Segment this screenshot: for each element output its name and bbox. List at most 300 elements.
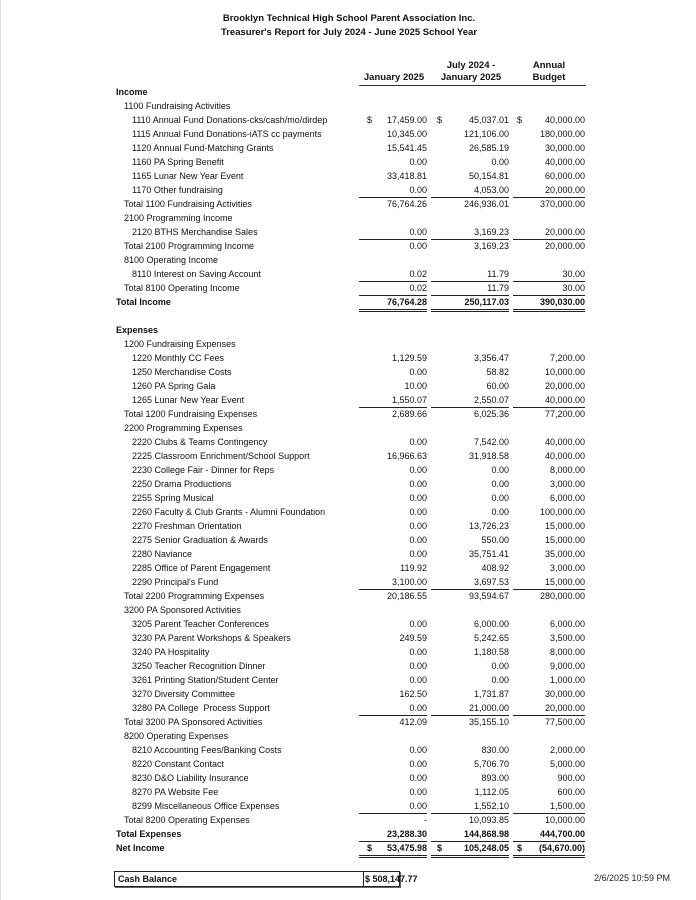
- account-group-row: [1, 211, 696, 225]
- amount-value: 20,000.00: [544, 227, 585, 237]
- amount-value: 35,751.41: [468, 549, 509, 559]
- amount-value: 2,550.07: [473, 395, 509, 405]
- amount-value: 4,053.00: [473, 185, 509, 195]
- amount-year-to-date: [431, 785, 509, 799]
- amount-value: 412.09: [399, 717, 427, 727]
- amount-year-to-date: [431, 477, 509, 491]
- amount-value: 0.00: [409, 507, 427, 517]
- line-item-row: [1, 659, 696, 673]
- amount-value: 15,000.00: [544, 577, 585, 587]
- amount-value: 11.79: [487, 269, 509, 279]
- row-label: 2275 Senior Graduation & Awards: [132, 535, 268, 545]
- amount-value: 5,242.65: [473, 633, 509, 643]
- amount-value: 77,500.00: [544, 717, 585, 727]
- amount-january-2025: [359, 617, 427, 631]
- amount-january-2025: [359, 715, 427, 729]
- amount-annual-budget: [513, 169, 585, 183]
- amount-january-2025: [359, 463, 427, 477]
- amount-january-2025: [359, 407, 427, 421]
- amount-january-2025: [359, 589, 427, 603]
- amount-value: 5,000.00: [549, 759, 585, 769]
- row-label: Income: [116, 87, 148, 97]
- amount-value: 31,918.58: [468, 451, 509, 461]
- line-item-row: [1, 519, 696, 533]
- amount-annual-budget: [513, 827, 585, 841]
- amount-january-2025: [359, 225, 427, 239]
- amount-value: 0.00: [409, 619, 427, 629]
- amount-annual-budget: [513, 841, 585, 858]
- amount-year-to-date: [431, 659, 509, 673]
- amount-year-to-date: [431, 141, 509, 155]
- amount-value: 17,459.00: [386, 115, 427, 125]
- line-item-row: [1, 127, 696, 141]
- amount-january-2025: [359, 183, 427, 197]
- amount-value: 100,000.00: [539, 507, 585, 517]
- amount-annual-budget: [513, 463, 585, 477]
- amount-annual-budget: [513, 183, 585, 197]
- amount-value: 5,706.70: [473, 759, 509, 769]
- amount-january-2025: [359, 771, 427, 785]
- amount-value: 0.00: [491, 465, 509, 475]
- row-label: 8299 Miscellaneous Office Expenses: [132, 801, 280, 811]
- line-item-row: [1, 687, 696, 701]
- amount-january-2025: [359, 365, 427, 379]
- amount-annual-budget: [513, 407, 585, 421]
- amount-value: 246,936.01: [463, 199, 509, 209]
- amount-value: 3,000.00: [549, 563, 585, 573]
- row-label: 1120 Annual Fund-Matching Grants: [132, 143, 274, 153]
- account-group-row: [1, 99, 696, 113]
- row-label: 2285 Office of Parent Engagement: [132, 563, 271, 573]
- amount-annual-budget: [513, 799, 585, 813]
- amount-value: 0.00: [409, 479, 427, 489]
- row-label: 3200 PA Sponsored Activities: [124, 605, 241, 615]
- amount-annual-budget: [513, 239, 585, 253]
- amount-year-to-date: [431, 743, 509, 757]
- line-item-row: [1, 113, 696, 127]
- amount-value: 550.00: [481, 535, 509, 545]
- row-label: Total 8200 Operating Expenses: [124, 815, 250, 825]
- amount-annual-budget: [513, 645, 585, 659]
- amount-value: 408.92: [481, 563, 509, 573]
- amount-january-2025: [359, 631, 427, 645]
- amount-value: 15,000.00: [544, 535, 585, 545]
- amount-value: 20,000.00: [544, 241, 585, 251]
- currency-symbol: $: [517, 843, 523, 853]
- amount-january-2025: [359, 435, 427, 449]
- amount-value: 40,000.00: [544, 395, 585, 405]
- amount-value: 162.50: [399, 689, 427, 699]
- amount-january-2025: [359, 169, 427, 183]
- amount-year-to-date: [431, 113, 509, 127]
- row-label: 2255 Spring Musical: [132, 493, 214, 503]
- line-item-row: [1, 785, 696, 799]
- line-item-row: [1, 533, 696, 547]
- row-label: 8270 PA Website Fee: [132, 787, 219, 797]
- currency-symbol: $: [367, 115, 373, 125]
- amount-value: 45,037.01: [468, 115, 509, 125]
- amount-year-to-date: [431, 239, 509, 253]
- amount-value: 3,169.23: [473, 227, 509, 237]
- column-header-text: January 2025: [440, 72, 502, 83]
- amount-january-2025: [359, 533, 427, 547]
- subtotal-row: [1, 715, 696, 729]
- row-label: 8210 Accounting Fees/Banking Costs: [132, 745, 282, 755]
- line-item-row: [1, 379, 696, 393]
- line-item-row: [1, 141, 696, 155]
- cash-balance-value: $ 508,147.77: [365, 874, 418, 884]
- amount-value: 0.00: [491, 157, 509, 167]
- amount-year-to-date: [431, 267, 509, 281]
- amount-value: 33,418.81: [386, 171, 427, 181]
- amount-january-2025: [359, 519, 427, 533]
- amount-value: 0.00: [409, 787, 427, 797]
- amount-annual-budget: [513, 631, 585, 645]
- row-label: Total 1100 Fundraising Activities: [124, 199, 252, 209]
- subtotal-row: [1, 589, 696, 603]
- line-item-row: [1, 365, 696, 379]
- amount-year-to-date: [431, 295, 509, 312]
- amount-annual-budget: [513, 127, 585, 141]
- amount-january-2025: [359, 239, 427, 253]
- amount-annual-budget: [513, 715, 585, 729]
- amount-value: 0.00: [409, 437, 427, 447]
- amount-value: 0.00: [409, 521, 427, 531]
- amount-value: 0.00: [491, 507, 509, 517]
- amount-annual-budget: [513, 477, 585, 491]
- amount-year-to-date: [431, 351, 509, 365]
- amount-january-2025: [359, 295, 427, 312]
- amount-value: 444,700.00: [539, 829, 585, 839]
- amount-value: 180,000.00: [539, 129, 585, 139]
- row-label: 1100 Fundraising Activities: [124, 101, 231, 111]
- amount-annual-budget: [513, 519, 585, 533]
- amount-value: 8,000.00: [549, 647, 585, 657]
- currency-symbol: $: [367, 843, 373, 853]
- amount-value: 0.00: [409, 759, 427, 769]
- amount-year-to-date: [431, 281, 509, 295]
- section-heading-row: [1, 323, 696, 337]
- amount-value: 77,200.00: [544, 409, 585, 419]
- amount-value: 6,000.00: [549, 493, 585, 503]
- amount-value: 10.00: [404, 381, 427, 391]
- cash-balance-box: [114, 871, 418, 887]
- amount-annual-budget: [513, 295, 585, 312]
- amount-january-2025: [359, 701, 427, 715]
- amount-value: 58.82: [486, 367, 509, 377]
- amount-year-to-date: [431, 701, 509, 715]
- row-label: 1220 Monthly CC Fees: [132, 353, 225, 363]
- row-label: Total 3200 PA Sponsored Activities: [124, 717, 263, 727]
- amount-value: 1,180.58: [473, 647, 509, 657]
- amount-value: 0.00: [409, 241, 427, 251]
- amount-january-2025: [359, 687, 427, 701]
- amount-january-2025: [359, 141, 427, 155]
- amount-value: 1,112.05: [474, 787, 509, 797]
- amount-value: 390,030.00: [539, 297, 585, 307]
- amount-annual-budget: [513, 267, 585, 281]
- row-label: 3280 PA College Process Support: [132, 703, 270, 713]
- amount-year-to-date: [431, 841, 509, 858]
- row-label: Total Expenses: [116, 829, 182, 839]
- amount-january-2025: [359, 351, 427, 365]
- subtotal-row: [1, 281, 696, 295]
- amount-value: 0.00: [409, 549, 427, 559]
- amount-value: 1,129.59: [391, 353, 427, 363]
- row-label: 2270 Freshman Orientation: [132, 521, 242, 531]
- row-label: 3230 PA Parent Workshops & Speakers: [132, 633, 291, 643]
- line-item-row: [1, 547, 696, 561]
- amount-year-to-date: [431, 575, 509, 589]
- amount-january-2025: [359, 827, 427, 841]
- row-label: 1170 Other fundraising: [132, 185, 223, 195]
- line-item-row: [1, 701, 696, 715]
- amount-value: 76,764.26: [386, 199, 427, 209]
- amount-year-to-date: [431, 687, 509, 701]
- amount-annual-budget: [513, 505, 585, 519]
- amount-value: 900.00: [557, 773, 585, 783]
- amount-value: 893.00: [481, 773, 509, 783]
- amount-value: 30.00: [562, 283, 585, 293]
- row-label: 1200 Fundraising Expenses: [124, 339, 236, 349]
- amount-annual-budget: [513, 673, 585, 687]
- row-label: 2200 Programming Expenses: [124, 423, 243, 433]
- amount-value: 1,552.10: [473, 801, 509, 811]
- subtotal-row: [1, 197, 696, 211]
- amount-value: (54,670.00): [538, 843, 585, 853]
- amount-year-to-date: [431, 463, 509, 477]
- amount-value: 6,025.36: [473, 409, 509, 419]
- column-header-january-2025: [359, 72, 429, 84]
- amount-annual-budget: [513, 813, 585, 827]
- amount-value: 370,000.00: [539, 199, 585, 209]
- amount-january-2025: [359, 561, 427, 575]
- subtotal-row: [1, 239, 696, 253]
- amount-january-2025: [359, 659, 427, 673]
- amount-year-to-date: [431, 169, 509, 183]
- line-item-row: [1, 491, 696, 505]
- amount-value: 20,000.00: [544, 185, 585, 195]
- line-item-row: [1, 575, 696, 589]
- row-label: 1250 Merchandise Costs: [132, 367, 232, 377]
- row-label: Total Income: [116, 297, 171, 307]
- amount-value: 249.59: [399, 633, 427, 643]
- cash-balance-divider: [363, 872, 364, 886]
- row-label: 8220 Constant Contact: [132, 759, 225, 769]
- amount-value: 3,500.00: [549, 633, 585, 643]
- amount-value: 250,117.03: [464, 297, 509, 307]
- amount-year-to-date: [431, 407, 509, 421]
- amount-value: 0.00: [409, 465, 427, 475]
- amount-value: 0.00: [491, 675, 509, 685]
- print-timestamp: 2/6/2025 10:59 PM: [594, 873, 671, 883]
- row-spacer: [1, 309, 696, 323]
- amount-value: 40,000.00: [544, 451, 585, 461]
- amount-value: 1,731.87: [473, 689, 509, 699]
- row-label: Total 1200 Fundraising Expenses: [124, 409, 258, 419]
- row-label: 8100 Operating Income: [124, 255, 219, 265]
- amount-value: 50,154.81: [468, 171, 509, 181]
- amount-value: 0.00: [491, 479, 509, 489]
- amount-annual-budget: [513, 785, 585, 799]
- amount-january-2025: [359, 491, 427, 505]
- amount-year-to-date: [431, 155, 509, 169]
- row-label: Expenses: [116, 325, 159, 335]
- amount-year-to-date: [431, 127, 509, 141]
- amount-value: 13,726.23: [468, 521, 509, 531]
- amount-value: 20,000.00: [544, 703, 585, 713]
- amount-value: 7,542.00: [473, 437, 509, 447]
- row-label: Total 8100 Operating Income: [124, 283, 240, 293]
- amount-value: 15,541.45: [386, 143, 427, 153]
- amount-january-2025: [359, 757, 427, 771]
- line-item-row: [1, 435, 696, 449]
- amount-annual-budget: [513, 575, 585, 589]
- amount-january-2025: [359, 547, 427, 561]
- amount-january-2025: [359, 841, 427, 858]
- amount-value: 3,100.00: [391, 577, 427, 587]
- amount-value: 10,093.85: [468, 815, 509, 825]
- amount-value: 8,000.00: [549, 465, 585, 475]
- amount-value: 0.00: [409, 703, 427, 713]
- line-item-row: [1, 799, 696, 813]
- amount-january-2025: [359, 743, 427, 757]
- amount-year-to-date: [431, 519, 509, 533]
- row-label: 3240 PA Hospitality: [132, 647, 210, 657]
- amount-value: 0.02: [409, 269, 427, 279]
- amount-value: 30,000.00: [544, 143, 585, 153]
- amount-january-2025: [359, 393, 427, 407]
- amount-january-2025: [359, 197, 427, 211]
- row-label: 2225 Classroom Enrichment/School Support: [132, 451, 310, 461]
- amount-year-to-date: [431, 365, 509, 379]
- row-label: 1265 Lunar New Year Event: [132, 395, 245, 405]
- row-label: 2290 Principal's Fund: [132, 577, 219, 587]
- line-item-row: [1, 155, 696, 169]
- amount-year-to-date: [431, 505, 509, 519]
- amount-value: 20,186.55: [386, 591, 427, 601]
- amount-january-2025: [359, 379, 427, 393]
- line-item-row: [1, 351, 696, 365]
- amount-annual-budget: [513, 659, 585, 673]
- amount-year-to-date: [431, 435, 509, 449]
- amount-value: 0.00: [409, 535, 427, 545]
- amount-annual-budget: [513, 757, 585, 771]
- amount-january-2025: [359, 127, 427, 141]
- amount-value: 40,000.00: [544, 437, 585, 447]
- amount-annual-budget: [513, 533, 585, 547]
- amount-annual-budget: [513, 225, 585, 239]
- subtotal-row: [1, 407, 696, 421]
- amount-annual-budget: [513, 687, 585, 701]
- amount-annual-budget: [513, 617, 585, 631]
- row-label: 3270 Diversity Committee: [132, 689, 236, 699]
- line-item-row: [1, 631, 696, 645]
- row-label: 1110 Annual Fund Donations-cks/cash/mo/dirdep: [132, 115, 328, 125]
- line-item-row: [1, 225, 696, 239]
- amount-value: 9,000.00: [549, 661, 585, 671]
- amount-value: 0.02: [409, 283, 427, 293]
- amount-annual-budget: [513, 379, 585, 393]
- amount-value: 1,500.00: [549, 801, 585, 811]
- amount-value: 7,200.00: [549, 353, 585, 363]
- column-header-text: Annual: [532, 60, 566, 71]
- account-group-row: [1, 253, 696, 267]
- row-label: 8230 D&O Liability Insurance: [132, 773, 249, 783]
- line-item-row: [1, 743, 696, 757]
- amount-value: 1,000.00: [549, 675, 585, 685]
- amount-value: 0.00: [409, 185, 427, 195]
- account-group-row: [1, 729, 696, 743]
- row-label: 1165 Lunar New Year Event: [132, 171, 244, 181]
- amount-january-2025: [359, 113, 427, 127]
- row-label: 2120 BTHS Merchandise Sales: [132, 227, 258, 237]
- amount-value: 40,000.00: [544, 157, 585, 167]
- amount-year-to-date: [431, 491, 509, 505]
- amount-value: 3,000.00: [549, 479, 585, 489]
- amount-value: 0.00: [409, 367, 427, 377]
- amount-year-to-date: [431, 827, 509, 841]
- row-label: 8200 Operating Expenses: [124, 731, 229, 741]
- amount-value: 10,000.00: [544, 815, 585, 825]
- amount-value: 0.00: [491, 493, 509, 503]
- amount-year-to-date: [431, 379, 509, 393]
- amount-annual-budget: [513, 197, 585, 211]
- amount-year-to-date: [431, 449, 509, 463]
- amount-value: 2,689.66: [391, 409, 427, 419]
- currency-symbol: $: [517, 115, 523, 125]
- line-item-row: [1, 757, 696, 771]
- line-item-row: [1, 449, 696, 463]
- currency-symbol: $: [437, 843, 443, 853]
- amount-annual-budget: [513, 589, 585, 603]
- amount-annual-budget: [513, 141, 585, 155]
- amount-annual-budget: [513, 155, 585, 169]
- amount-annual-budget: [513, 701, 585, 715]
- column-header-text: July 2024 -: [446, 60, 496, 71]
- amount-value: 1,550.07: [391, 395, 427, 405]
- amount-value: 830.00: [481, 745, 509, 755]
- amount-value: 0.00: [409, 647, 427, 657]
- amount-value: 121,106.00: [463, 129, 509, 139]
- amount-value: 0.00: [409, 801, 427, 811]
- amount-value: 20,000.00: [544, 381, 585, 391]
- row-label: 3261 Printing Station/Student Center: [132, 675, 279, 685]
- amount-value: 30,000.00: [544, 689, 585, 699]
- amount-value: 21,000.00: [468, 703, 509, 713]
- amount-value: -: [424, 815, 427, 825]
- amount-year-to-date: [431, 197, 509, 211]
- amount-annual-budget: [513, 435, 585, 449]
- amount-value: 30.00: [562, 269, 585, 279]
- amount-year-to-date: [431, 393, 509, 407]
- amount-january-2025: [359, 813, 427, 827]
- report-org-title: Brooklyn Technical High School Parent Association Inc.: [222, 13, 476, 24]
- amount-annual-budget: [513, 281, 585, 295]
- amount-value: 76,764.28: [386, 297, 427, 307]
- amount-annual-budget: [513, 351, 585, 365]
- amount-year-to-date: [431, 757, 509, 771]
- amount-value: 0.00: [409, 157, 427, 167]
- row-label: Net Income: [116, 843, 165, 853]
- report-subtitle: Treasurer's Report for July 2024 - June 2025 School Year: [220, 27, 478, 38]
- amount-year-to-date: [431, 715, 509, 729]
- amount-value: 0.00: [409, 227, 427, 237]
- amount-value: 93,594.67: [468, 591, 509, 601]
- amount-value: 0.00: [409, 675, 427, 685]
- amount-value: 144,868.98: [463, 829, 509, 839]
- amount-value: 6,000.00: [473, 619, 509, 629]
